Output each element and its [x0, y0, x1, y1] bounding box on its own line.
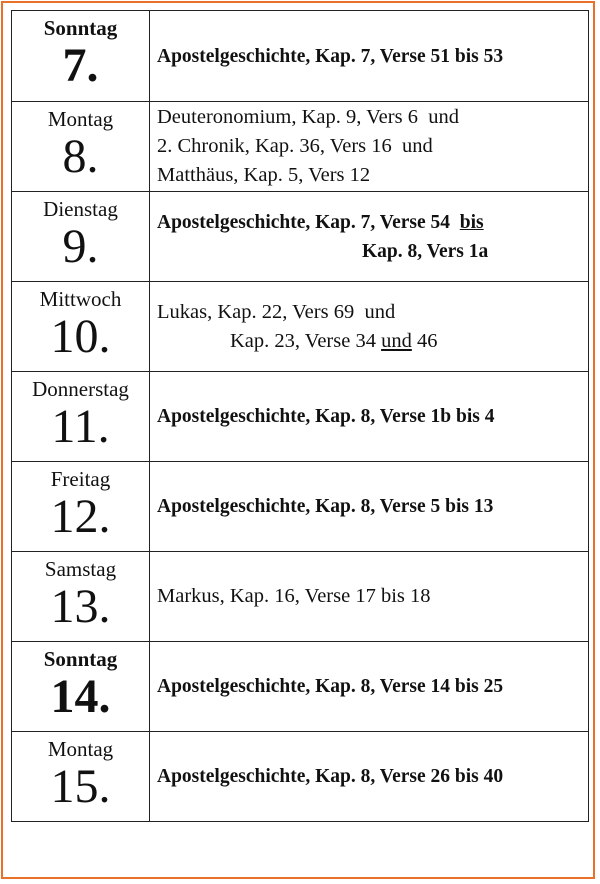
day-number: 11.: [51, 400, 110, 453]
reading-cell: [150, 642, 588, 731]
reading-cell: [150, 552, 588, 641]
reading-cell: [150, 372, 588, 461]
reading-line: Lukas, Kap. 22, Vers 69 und: [157, 300, 396, 323]
reading-cell: [150, 462, 588, 551]
day-number: 13.: [50, 580, 111, 633]
day-cell: [12, 552, 150, 641]
underlined-word: bis: [459, 211, 484, 233]
weekday-label: Donnerstag: [32, 377, 129, 401]
day-number: 12.: [50, 490, 111, 543]
table-row: [12, 372, 588, 462]
reading-line: Apostelgeschichte, Kap. 7, Verse 51 bis 53: [157, 45, 504, 67]
weekday-label: Samstag: [44, 557, 117, 581]
reading-line: Apostelgeschichte, Kap. 8, Verse 5 bis 13: [157, 496, 494, 517]
day-number: 9.: [62, 220, 99, 273]
day-cell: [12, 642, 150, 731]
table-row: [12, 462, 588, 552]
day-cell: [12, 462, 150, 551]
day-cell: [12, 11, 150, 101]
weekday-label: Freitag: [50, 467, 111, 491]
reading-cell: [150, 282, 588, 371]
weekday-label: Sonntag: [43, 647, 118, 671]
day-cell: [12, 102, 150, 191]
reading-cell: [150, 11, 588, 101]
reading-line: [157, 327, 588, 356]
weekday-label: Montag: [47, 737, 114, 761]
reading-line: Deuteronomium, Kap. 9, Vers 6 und: [157, 106, 459, 128]
table-row: [12, 642, 588, 732]
table-row: [12, 11, 588, 102]
reading-line: Kap. 8, Vers 1a: [362, 240, 489, 262]
table-row: [12, 102, 588, 192]
day-number: 7.: [62, 39, 99, 92]
underlined-word: und: [381, 329, 412, 352]
day-cell: [12, 282, 150, 371]
reading-line: Apostelgeschichte, Kap. 8, Verse 26 bis 40: [157, 766, 504, 787]
weekday-label: Montag: [47, 107, 114, 131]
table-row: [12, 552, 588, 642]
day-cell: [12, 372, 150, 461]
reading-schedule-table: [11, 10, 589, 822]
day-cell: [12, 192, 150, 281]
weekday-label: Dienstag: [43, 197, 118, 221]
reading-cell: [150, 192, 588, 281]
day-number: 15.: [50, 760, 111, 813]
reading-text: 46: [411, 329, 438, 352]
day-cell: [12, 732, 150, 821]
table-row: [12, 192, 588, 282]
reading-line: Apostelgeschichte, Kap. 8, Verse 1b bis 4: [157, 406, 495, 427]
reading-cell: [150, 732, 588, 821]
reading-line: 2. Chronik, Kap. 36, Vers 16 und: [157, 135, 433, 157]
table-row: [12, 732, 588, 822]
reading-cell: [150, 102, 588, 191]
reading-line: Matthäus, Kap. 5, Vers 12: [157, 164, 371, 186]
day-number: 8.: [62, 130, 99, 183]
weekday-label: Mittwoch: [39, 287, 122, 311]
table-row: [12, 282, 588, 372]
weekday-label: Sonntag: [43, 16, 118, 40]
day-number: 10.: [50, 310, 111, 363]
reading-line: Apostelgeschichte, Kap. 8, Verse 14 bis 25: [157, 676, 504, 697]
reading-text: Apostelgeschichte, Kap. 7, Verse 54: [157, 211, 460, 233]
day-number: 14.: [50, 670, 111, 723]
reading-line: [157, 208, 588, 237]
reading-line: Markus, Kap. 16, Verse 17 bis 18: [157, 585, 431, 607]
reading-text: Kap. 23, Verse 34: [230, 329, 382, 352]
